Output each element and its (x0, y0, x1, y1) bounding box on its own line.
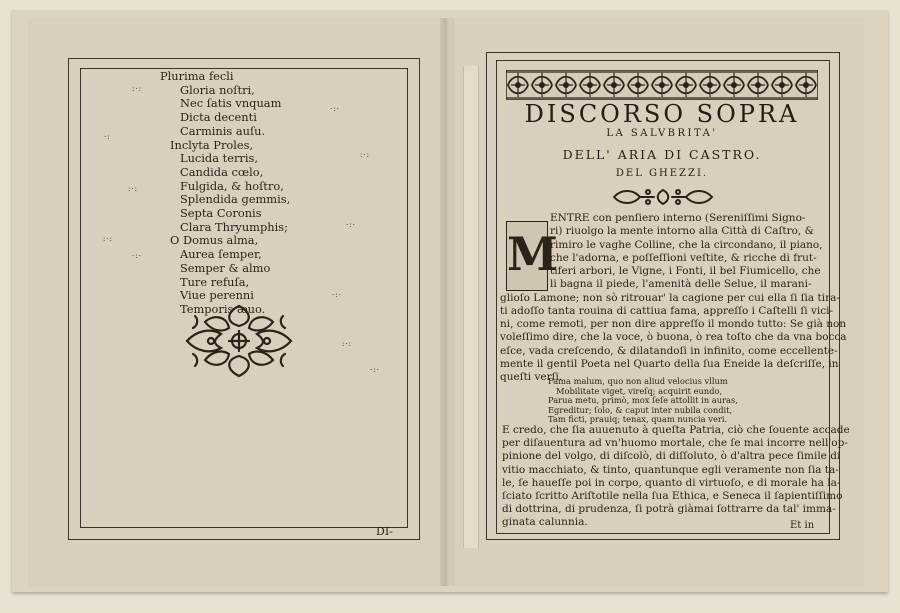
show-through-dots: :·: (132, 85, 142, 93)
small-ornament-icon (610, 186, 716, 208)
text-line: tiferi arbori, le Vigne, i Fonti, il bel Fiumicello, che (550, 265, 821, 277)
quote-line: Mobilitate viget, vireſq; acquirit eundo, (556, 385, 723, 396)
author-line: DEL GHEZZI. (615, 168, 709, 179)
show-through-dots: ·:· (346, 221, 356, 229)
text-line: li bagna il piede, l'amenità delle Selue, il marani- (550, 278, 812, 291)
text-line: di dottrina, di prudenza, ſi potrà giàmai ſottrarre da tal' imma- (502, 503, 836, 516)
poem-line: Carminis auſu. (180, 123, 266, 138)
text-line: che l'adorna, e poſſeſſioni veſtite, & ricche di frut- (550, 251, 817, 264)
text-line: per diſauentura ad vn'huomo mortale, che ſe mai incorre nell'op- (502, 437, 848, 450)
poem-line: Septa Coronis (180, 206, 262, 221)
poem-line: Temporis æuo. (180, 301, 266, 316)
poem-line: Gloria noſtri, (180, 82, 255, 97)
text-line: ginata calunnia. (502, 516, 588, 529)
text-line: ti adoſſo tanta rouina di cattiua fama, appreſſo i Caſtelli ſi vici- (500, 304, 834, 317)
quote-line: Tam ficti, prauiq; tenax, quam nuncia veri. (548, 414, 728, 425)
text-line: ri) riuolgo la mente intorno alla Città di Caſtro, & (550, 225, 814, 238)
text-line: queſti verſi. (500, 371, 563, 383)
subtitle: DELL' ARIA DI CASTRO. (562, 147, 762, 162)
paragraph-2 (502, 424, 850, 530)
poem-line: Dicta decenti (180, 110, 257, 125)
subtitle: LA SALVBRITA' (606, 128, 718, 139)
text-line: E credo, che ſia auuenuto à queſta Patria, ciò che ſouente accade (502, 424, 850, 436)
text-line: le, ſe haueſſe poi in corpo, quanto di virtuoſo, e di morale ha la- (502, 476, 841, 489)
poem-line: Ture refuſa, (180, 274, 250, 289)
quote-line: Egreditur; ſolo, & caput inter nubila condit, (548, 404, 733, 415)
poem-line: Aurea ſemper, (180, 247, 262, 262)
text-line: eſce, vada creſcendo, & dilatandoſi in infinito, come eccellente- (500, 344, 838, 357)
text-line: ſciato ſcritto Ariſtotile nella ſua Ethica, e Seneca il ſapientiſſimo (502, 490, 843, 503)
text-line: ni, come remoti, per non dire appreſſo il mondo tutto: Se già non (500, 318, 847, 330)
verse-quotation (548, 377, 738, 425)
text-line: voleſſimo dire, che la voce, ò buona, ò rea toſto che da vna bocca (500, 331, 847, 344)
poem-line: Plurima fecli (160, 69, 234, 83)
poem-line: Nec ſatis vnquam (180, 96, 282, 111)
quote-line: Fama malum, quo non aliud velocius vllum (548, 376, 728, 386)
poem-line: Clara Thryumphis; (180, 219, 288, 234)
ornamental-band-icon (506, 70, 818, 100)
paragraph-1 (500, 212, 847, 384)
text-line: glioſo Lamone; non sò ritrouar' la cagione per cui ella ſi ſia tira- (500, 291, 840, 304)
page-title: DISCORSO SOPRA (524, 100, 800, 128)
show-through-dots: :·: (128, 185, 138, 193)
text-line: mente il gentil Poeta nel Quarto della ſua Eneide la deſcriſſe, in (500, 357, 839, 370)
text-line: ENTRE con penſiero interno (Sereniſſimi Signo- (550, 212, 806, 224)
poem-line: Fulgida, & hoſtro, (180, 178, 284, 193)
show-through-dots: ·:· (332, 291, 342, 299)
poem-line: Candida cœlo, (180, 164, 264, 179)
text-line: rimiro le vaghe Colline, che la circondano, il piano, (550, 238, 823, 251)
show-through-dots: ·:· (330, 105, 340, 113)
show-through-dots: :·: (360, 151, 370, 159)
catchword-left: DI- (376, 525, 393, 538)
poem (160, 70, 290, 317)
show-through-dots: ·: (104, 133, 111, 141)
poem-line: Semper & almo (180, 260, 271, 275)
poem-line: Splendida gemmis, (180, 192, 291, 207)
fleuron-ornament-icon (183, 302, 295, 380)
poem-line: O Domus alma, (170, 233, 259, 248)
poem-line: Lucida terris, (180, 151, 258, 166)
show-through-dots: ·:· (370, 366, 380, 374)
quote-line: Parua metu, primò, mox ſeſe attollit in auras, (548, 395, 738, 406)
book-gutter (440, 18, 454, 586)
show-through-dots: ·:· (132, 252, 142, 260)
catchword-right: Et in (790, 520, 815, 531)
binding-strip (463, 66, 479, 548)
show-through-dots: :·: (342, 340, 352, 348)
initial-letter: M (507, 227, 558, 281)
text-line: vitio macchiato, & tinto, quantunque egli veramente non ſia ta- (502, 463, 839, 476)
show-through-dots: :·: (103, 235, 113, 243)
poem-line: Viue perenni (180, 288, 254, 303)
text-line: pinione del volgo, di diſcolò, di diſſoluto, ò d'altra pece ſimile di (502, 450, 841, 463)
poem-line: Inclyta Proles, (170, 137, 254, 152)
